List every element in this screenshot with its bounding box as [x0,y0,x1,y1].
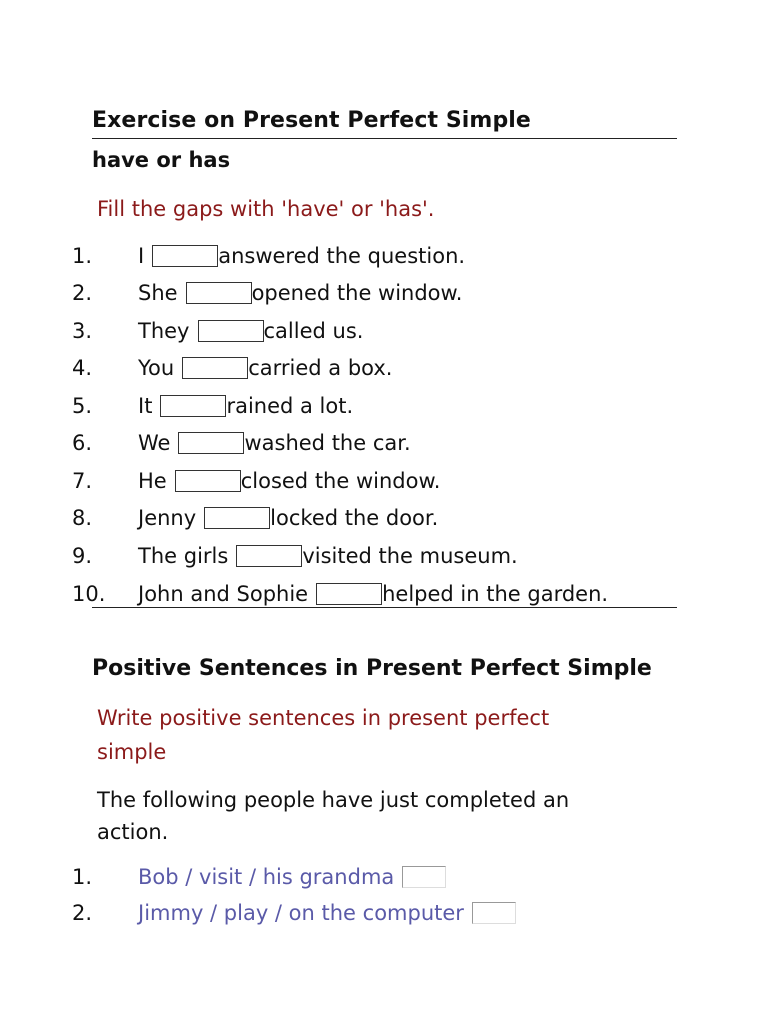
item-rest: carried a box. [248,356,393,380]
instruction-line-1: Write positive sentences in present perfect [97,706,550,730]
item-number: 5. [72,394,93,418]
item-number: 7. [72,469,93,493]
item-number: 2. [72,901,93,925]
page-title: Exercise on Present Perfect Simple [92,108,531,133]
answer-gap-input[interactable] [160,395,226,417]
item-number: 3. [72,319,93,343]
item-subject: We [138,431,171,455]
answer-gap-input[interactable] [186,282,252,304]
section-divider [92,607,677,608]
instruction-text: Fill the gaps with 'have' or 'has'. [97,197,435,221]
item-prompt: Jimmy / play / on the computer [138,901,464,925]
item-rest: helped in the garden. [382,582,609,606]
item-rest: washed the car. [244,431,411,455]
item-subject: It [138,394,153,418]
item-rest: visited the museum. [302,544,518,568]
item-subject: John and Sophie [138,582,309,606]
item-number: 8. [72,506,93,530]
instruction-line-2: simple [97,740,167,764]
item-number: 9. [72,544,93,568]
subtitle: have or has [92,148,231,172]
context-line-2: action. [97,820,169,844]
item-subject: They [138,319,190,343]
answer-gap-input[interactable] [198,320,264,342]
answer-gap-input[interactable] [316,583,382,605]
item-subject: She [138,281,178,305]
section-title: Positive Sentences in Present Perfect Simple [92,656,652,681]
item-number: 6. [72,431,93,455]
item-subject: I [138,244,145,268]
item-rest: closed the window. [240,469,441,493]
item-rest: rained a lot. [226,394,354,418]
item-subject: You [138,356,175,380]
item-rest: opened the window. [251,281,463,305]
item-rest: locked the door. [270,506,439,530]
answer-input[interactable] [402,866,446,888]
item-number: 2. [72,281,93,305]
item-rest: called us. [263,319,364,343]
item-subject: The girls [138,544,229,568]
item-number: 1. [72,244,93,268]
item-subject: Jenny [138,506,197,530]
item-subject: He [138,469,167,493]
context-line-1: The following people have just completed an [97,788,570,812]
item-number: 10. [72,582,106,606]
answer-gap-input[interactable] [236,545,302,567]
answer-gap-input[interactable] [178,432,244,454]
answer-input[interactable] [472,902,516,924]
item-prompt: Bob / visit / his grandma [138,865,395,889]
answer-gap-input[interactable] [152,245,218,267]
answer-gap-input[interactable] [175,470,241,492]
title-underline [92,138,677,139]
item-number: 4. [72,356,93,380]
answer-gap-input[interactable] [182,357,248,379]
item-number: 1. [72,865,93,889]
item-rest: answered the question. [218,244,466,268]
answer-gap-input[interactable] [204,507,270,529]
